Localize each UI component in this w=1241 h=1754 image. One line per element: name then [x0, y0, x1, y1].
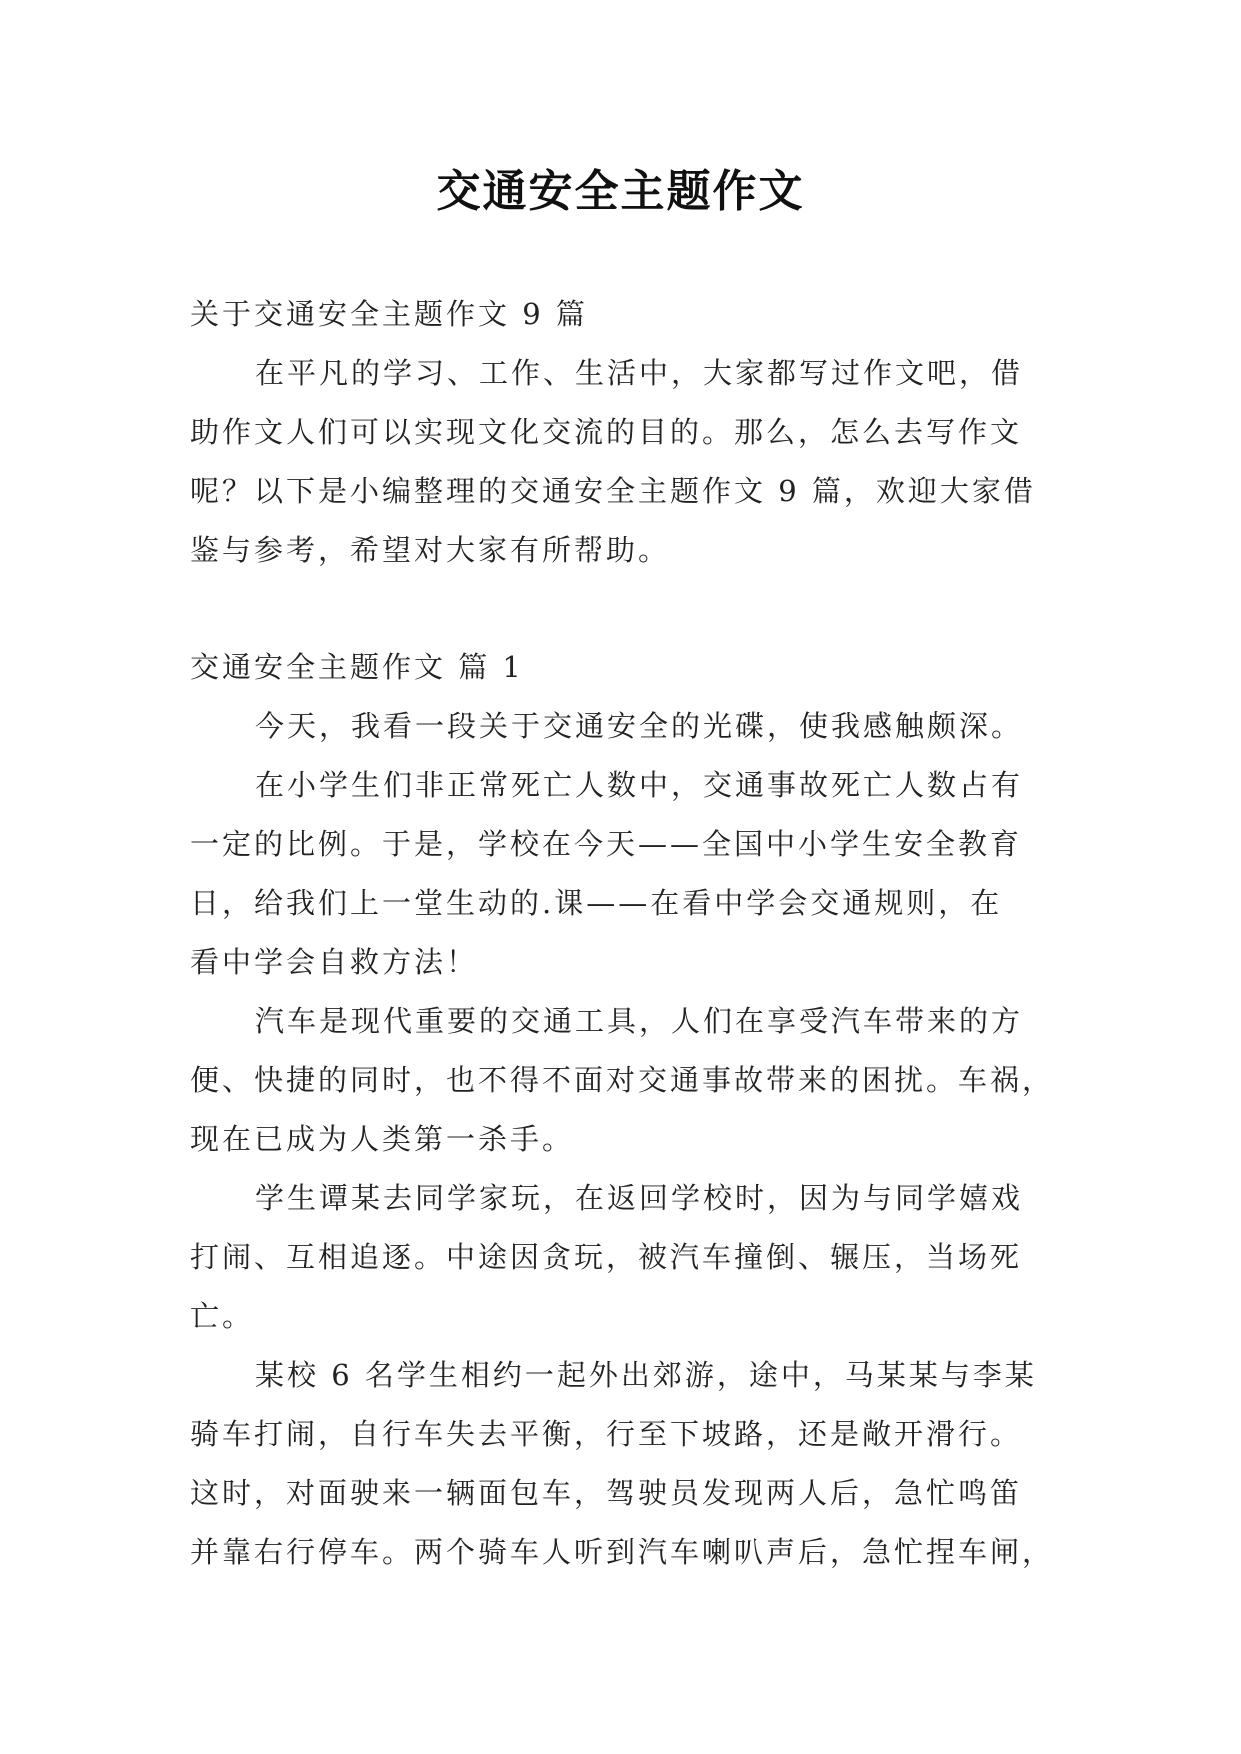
- subtitle: 关于交通安全主题作文 9 篇: [190, 297, 588, 331]
- paragraph-line: 助作文人们可以实现文化交流的目的。那么，怎么去写作文: [190, 415, 1023, 449]
- intro-paragraph: [190, 344, 1060, 580]
- document-body: [190, 285, 1060, 1582]
- paragraph: [190, 697, 1060, 756]
- spacer: [190, 580, 1060, 638]
- paragraph-line: 学生谭某去同学家玩，在返回学校时，因为与同学嬉戏: [255, 1181, 1024, 1215]
- paragraph: [190, 992, 1060, 1169]
- paragraph-line: 某校 6 名学生相约一起外出郊游，途中，马某某与李某: [255, 1358, 1037, 1392]
- paragraph-line: 今天，我看一段关于交通安全的光碟，使我感触颇深。: [255, 709, 1024, 743]
- paragraph-line: 现在已成为人类第一杀手。: [190, 1122, 575, 1156]
- paragraph-line: 便、快捷的同时，也不得不面对交通事故带来的困扰。车祸，: [190, 1063, 1055, 1097]
- paragraph-line: 鉴与参考，希望对大家有所帮助。: [190, 533, 671, 567]
- paragraph-line: 呢？以下是小编整理的交通安全主题作文 9 篇，欢迎大家借: [190, 474, 1036, 508]
- paragraph-line: 骑车打闹，自行车失去平衡，行至下坡路，还是敞开滑行。: [190, 1417, 1023, 1451]
- section-heading: 交通安全主题作文 篇 1: [190, 650, 524, 684]
- paragraph-line: 日，给我们上一堂生动的.课——在看中学会交通规则，在: [190, 886, 1003, 920]
- paragraph-line: 这时，对面驶来一辆面包车，驾驶员发现两人后，急忙鸣笛: [190, 1476, 1023, 1510]
- paragraph-line: 并靠右行停车。两个骑车人听到汽车喇叭声后，急忙捏车闸，: [190, 1535, 1055, 1569]
- paragraph-line: 亡。: [190, 1299, 255, 1333]
- paragraph-line: 打闹、互相追逐。中途因贪玩，被汽车撞倒、辗压，当场死: [190, 1240, 1023, 1274]
- paragraph-line: 汽车是现代重要的交通工具，人们在享受汽车带来的方: [255, 1004, 1024, 1038]
- paragraph-line: 看中学会自救方法！: [190, 945, 479, 979]
- document-title: 交通安全主题作文: [436, 166, 805, 217]
- paragraph-line: 在小学生们非正常死亡人数中，交通事故死亡人数占有: [255, 768, 1024, 802]
- paragraph: [190, 1346, 1060, 1582]
- paragraph: [190, 756, 1060, 992]
- paragraph: [190, 1169, 1060, 1346]
- paragraph-line: 一定的比例。于是，学校在今天——全国中小学生安全教育: [190, 827, 1023, 861]
- paragraph-line: 在平凡的学习、工作、生活中，大家都写过作文吧，借: [255, 356, 1024, 390]
